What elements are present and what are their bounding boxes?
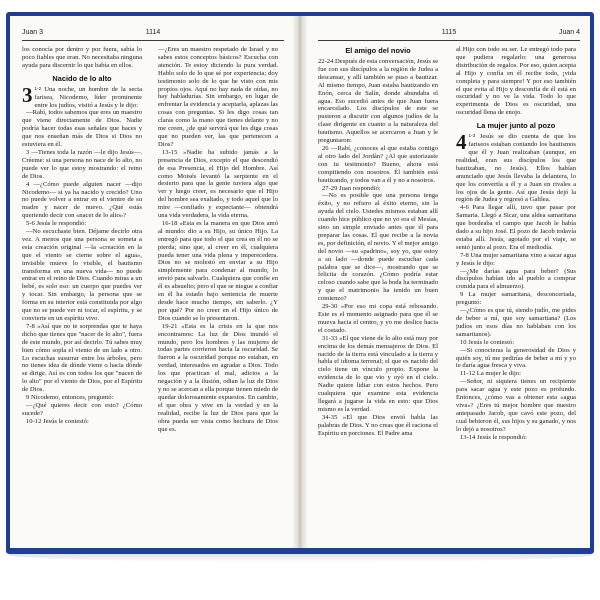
section-heading: El amigo del novio [345,46,411,55]
paragraph: Jesús se dio cuenta de que los fariseos estaban contando los bautismos que él y Juan realizaban (aunque, en realidad, eran sus discípulos los que bautizaban, no Jesús). Ellos habían anunciado que Jesús llevaba la delantera, lo que los convertía a él y a Juan en rivales a los ojos de la gente. Así que Jesús dejó la región de Judea y regresó a Galilea. [456,133,576,204]
paragraph: 13-14 Jesús le respondió: [460,433,527,441]
paragraph: 7-8 »Así que no te sorprendas que te haya dicho que tienes que "nacer de lo alto", fuera de este mundo, por así decirlo. Tú sabes muy bien cómo sopla el viento de un lado a otro. Lo escuchas susurrar entre los árboles, pero no tienes idea de dónde viene o hacia dónde se dirige. Así es con todos los que "nacen de lo alto" por el viento de Dios, por el Espíritu de Dios. [22,322,142,394]
paragraph: —No es posible que una persona tenga éxito, y no refiero al éxito eterno, sin la ayuda del cielo. Ustedes mismos estaban allí cuando hice público que no yo era el Mesías, sino un simple enviado antes que él para preparar las cosas. El que recibe a la novia es, por definición, el novio. Y el mejor amigo del novio —su «padrino», soy yo, que estoy a su lado —donde puede escuchar cada palabra que se dice—, mostrando que se felicita de corazón. ¿Cómo podría estar celoso cuando sabe que la boda ha terminado y que el matrimonio ha tenido un buen comienzo? [318,192,438,303]
section-heading: Nacido de lo alto [52,73,112,83]
paragraph: —¿Cómo es que tú, siendo judío, me pides de beber a mí, que soy samaritana? (Los judíos en esos días no hablaban con los samaritanos). [456,307,576,338]
paragraph: 4 —¿Cómo puede alguien nacer —dijo Nicodemo— si ya ha nacido y crecido? Uno no puede volver a entrar en el vientre de su madre y nacer de nuevo. ¿Qué estás queriendo decir con «nacer de lo alto»? [22,180,142,220]
left-page-number: 1114 [145,29,161,36]
paragraph: —Señor, ni siquiera tienes un recipiente para sacar agua y este pozo es profundo. Entonces, ¿cómo vas a obtener esta «agua viva»? ¿Eres tú mejor hombre que nuestro antepasado Jacob, que cavó este pozo, del cual bebieron él, sus hijos y su ganado, y nos lo dejó a nosotros? [456,378,576,433]
right-page-number: 1115 [441,29,457,36]
paragraph: 26 —Rabí, ¿conoces al que estaba contigo al otro lado del Jordán? ¿Al que autorizaste con tu testimonio? Bueno, ahora está compitiendo con nosotros. Él también está bautizando, y todos van a él y no a nosotros. [318,144,438,184]
paragraph: 31-33 »El que viene de lo alto está muy por encima de los demás mensajeros de Dios. El nacido de la tierra está vinculado a la tierra y habla el idioma terrenal; el que es nacido del cielo tiene un vínculo propio. Expone la evidencia de lo que vio y oyó en el cielo. Nadie quiere lidiar con estos hechos. Pero cualquiera que examine esta evidencia llegará a jugarse la vida en esto: que Dios mismo es la verdad. [318,334,438,413]
paragraph: 29-30 »Por eso mi copa está rebosando. Este es el momento asignado para que él se mueva hacia el centro, y yo me deslice hacia el costado. [318,303,438,334]
paragraph: 3 —Tienes toda la razón —le dijo Jesús—. Créeme: si una persona no nace de lo alto, no puede ver lo que estoy mostrando: el reino de Dios. [22,148,142,180]
paragraph: los conocía por dentro y por fuera, sabía lo poco fiables que eran. No necesitaba ninguna ayuda para discernir lo que había en ellos. [22,46,142,69]
paragraph: 7-8 Una mujer samaritana vino a sacar agua y Jesús le dijo: [456,251,576,267]
left-book-label: Juan 3 [22,29,44,36]
verse-number: 1-3 [468,133,476,139]
paragraph: Una noche, un hombre de la secta farisea, Nicodemo, líder prominente entre los judíos, visitó a Jesús y le dijo: [34,85,142,109]
right-column-1 [318,46,438,522]
paragraph: —No escuchaste bien. Déjame decirlo otra vez. A menos que una persona se someta a esta creación original —la «creación en la que el viento se cierne sobre el agua», invisible mueve lo visible, el bautismo transforma en una nueva vida— no puede entrar en el reino de Dios. Cuando miras a un bebé, es solo eso: un cuerpo que puedes ver y tocar. Sin embargo, la persona que se forma en su interior está constituida por algo que no se puede ver ni tocar, el espíritu, y se convierte en un espíritu vivo. [22,228,142,322]
chapter-number: 3 [22,82,33,107]
paragraph: 5-6 Jesús le respondió: [26,220,87,228]
paragraph: —¿Eres un maestro respetado de Israel y no sabes estos conceptos básicos? Escucha con atención. Te estoy diciendo la pura verdad. Hablo solo de lo que sé por experiencia; doy testimonio solo de lo que he visto con mis propios ojos. Aquí no hay nada de oídas, no hay habladurías. Sin embargo, en lugar de enfrentar la evidencia y aceptarla, aplazas las cosas con preguntas. Si les digo cosas tan claras como la mano que tienes delante y no me creen, ¿de qué servirá que les diga cosas que no pueden ver, las que pertenecen a Dios? [158,46,278,148]
paragraph: 10-12 Jesús le contestó: [26,417,89,425]
paragraph: 9 Nicodemo, entonces, preguntó: [26,394,114,402]
chapter-number: 4 [456,130,467,155]
left-column-2 [158,46,278,522]
paragraph: 11-12 La mujer le dijo: [460,370,521,378]
verse-number: 1-2 [34,85,42,91]
paragraph: 9 La mujer samaritana, desconcertada, preguntó: [456,291,576,307]
paragraph: 19-21 »Esta es la crisis en la que nos encontramos: La luz de Dios inundó el mundo, pero los hombres y las mujeres de todas partes corrieron hacia la oscuridad. Se fueron a la oscuridad porque no estaban, en verdad, interesados en agradar a Dios. Todo los que practican el mal, adictos a la negación y a la ilusión, odian la luz de Dios y no se acercan a ella porque tienen miedo de quedar dolorosamente expuestos. En cambio, el que obra y vive en la verdad y en la realidad, recibe la luz de Dios para que la obra pueda ser vista como hechura de Dios que es. [158,322,278,433]
right-header-rule [318,40,580,41]
paragraph: —Rabí, todos sabemos que eres un maestro que viene directamente de Dios. Nadie podría hacer todas esas señales que haces y que nos enseñan más de Dios si Dios no estuviera en él. [22,109,142,149]
paragraph: 34-35 »El que Dios envió habla las palabras de Dios. Y no creas que él raciona el Espíritu en porciones. El Padre ama [318,413,438,437]
paragraph: 27-29 Juan respondió: [322,184,381,192]
paragraph: 22-24 Después de esta conversación, Jesús se fue con sus discípulos a la región de Judea a descansar, y allí también se puso a bautizar. Al mismo tiempo, Juan estaba bautizando en Enón, cerca de Salín, donde abundaba el agua. Eso sucedió antes de que Juan fuera encarcelado. Los discípulos de este se pusieron a discutir con algunos judíos de la clase dirigente en cuanto a la naturaleza del bautismo. Aquellos se acercaron a Juan y le preguntaron: [318,58,438,145]
book-gutter [292,16,308,548]
left-header-rule [22,40,284,41]
right-book-label: Juan 4 [558,29,580,36]
paragraph: —Si conocieras la generosidad de Dios y quién soy, tú me pedirías de beber a mí y yo te daría agua fresca y viva. [456,346,576,370]
paragraph: al Hijo con todo su ser. Le entregó todo para que pudiera regalarlo: una generosa distribución de regalos. Por eso, quien acepta al Hijo y confía en él recibe todo, ¡vida completa y para siempre! Y por eso también el que evita al Hijo y desconfía de él está en oscuridad y no ve la vida. Todo lo que experimenta de Dios es oscuridad, una oscuridad llena de enojo. [456,46,576,117]
paragraph: —¿Me darías agua para beber? (Sus discípulos habían ido al pueblo a comprar comida para el almuerzo). [456,267,576,291]
left-column-1 [22,46,142,522]
section-heading: La mujer junto al pozo [476,121,556,131]
paragraph: 16-18 »Esta es la manera en que Dios amó al mundo: dio a su Hijo, su único Hijo. La entregó para que todo el que crea en él no se pierda; sino que, al creer en él, cualquiera pueda tener una vida plena y imperecedera. Dios no se molestó en enviar a su Hijo simplemente para condenar al mundo, lo envió para salvarlo. Cualquiera que confíe en él es absuelto; pero el que se niegue a confiar en él ha estado bajo sentencia de muerte desde hace mucho tiempo, sin saberlo. ¿Y por qué? Por no creer en el Hijo único de Dios cuando se lo presentaron. [158,219,278,322]
paragraph: 13-15 »Nadie ha subido jamás a la presencia de Dios, excepto el que descendió de esa Presencia, el Hijo del Hombre. Así como Moisés levantó la serpiente en el desierto para que la gente tuviera algo que ver y luego creer, es necesario que el Hijo del hombre sea exaltado, y todo aquel que lo mire —confiado y expectante— obtendrá una vida verdadera, la vida eterna. [158,148,278,220]
paragraph: 4-6 Para llegar allí, tuvo que pasar por Samaria. Llegó a Sicar, una aldea samaritana que bordeaba el campo que Jacob le había dado a su hijo José. El pozo de Jacob todavía estaba allí. Jesús, agotado por el viaje, se sentó junto al pozo. Era el mediodía. [456,204,576,251]
right-column-2 [456,46,576,522]
paragraph: —¿Qué quieres decir con esto? ¿Cómo sucede? [22,401,142,417]
paragraph: 10 Jesús le contestó: [460,338,515,346]
